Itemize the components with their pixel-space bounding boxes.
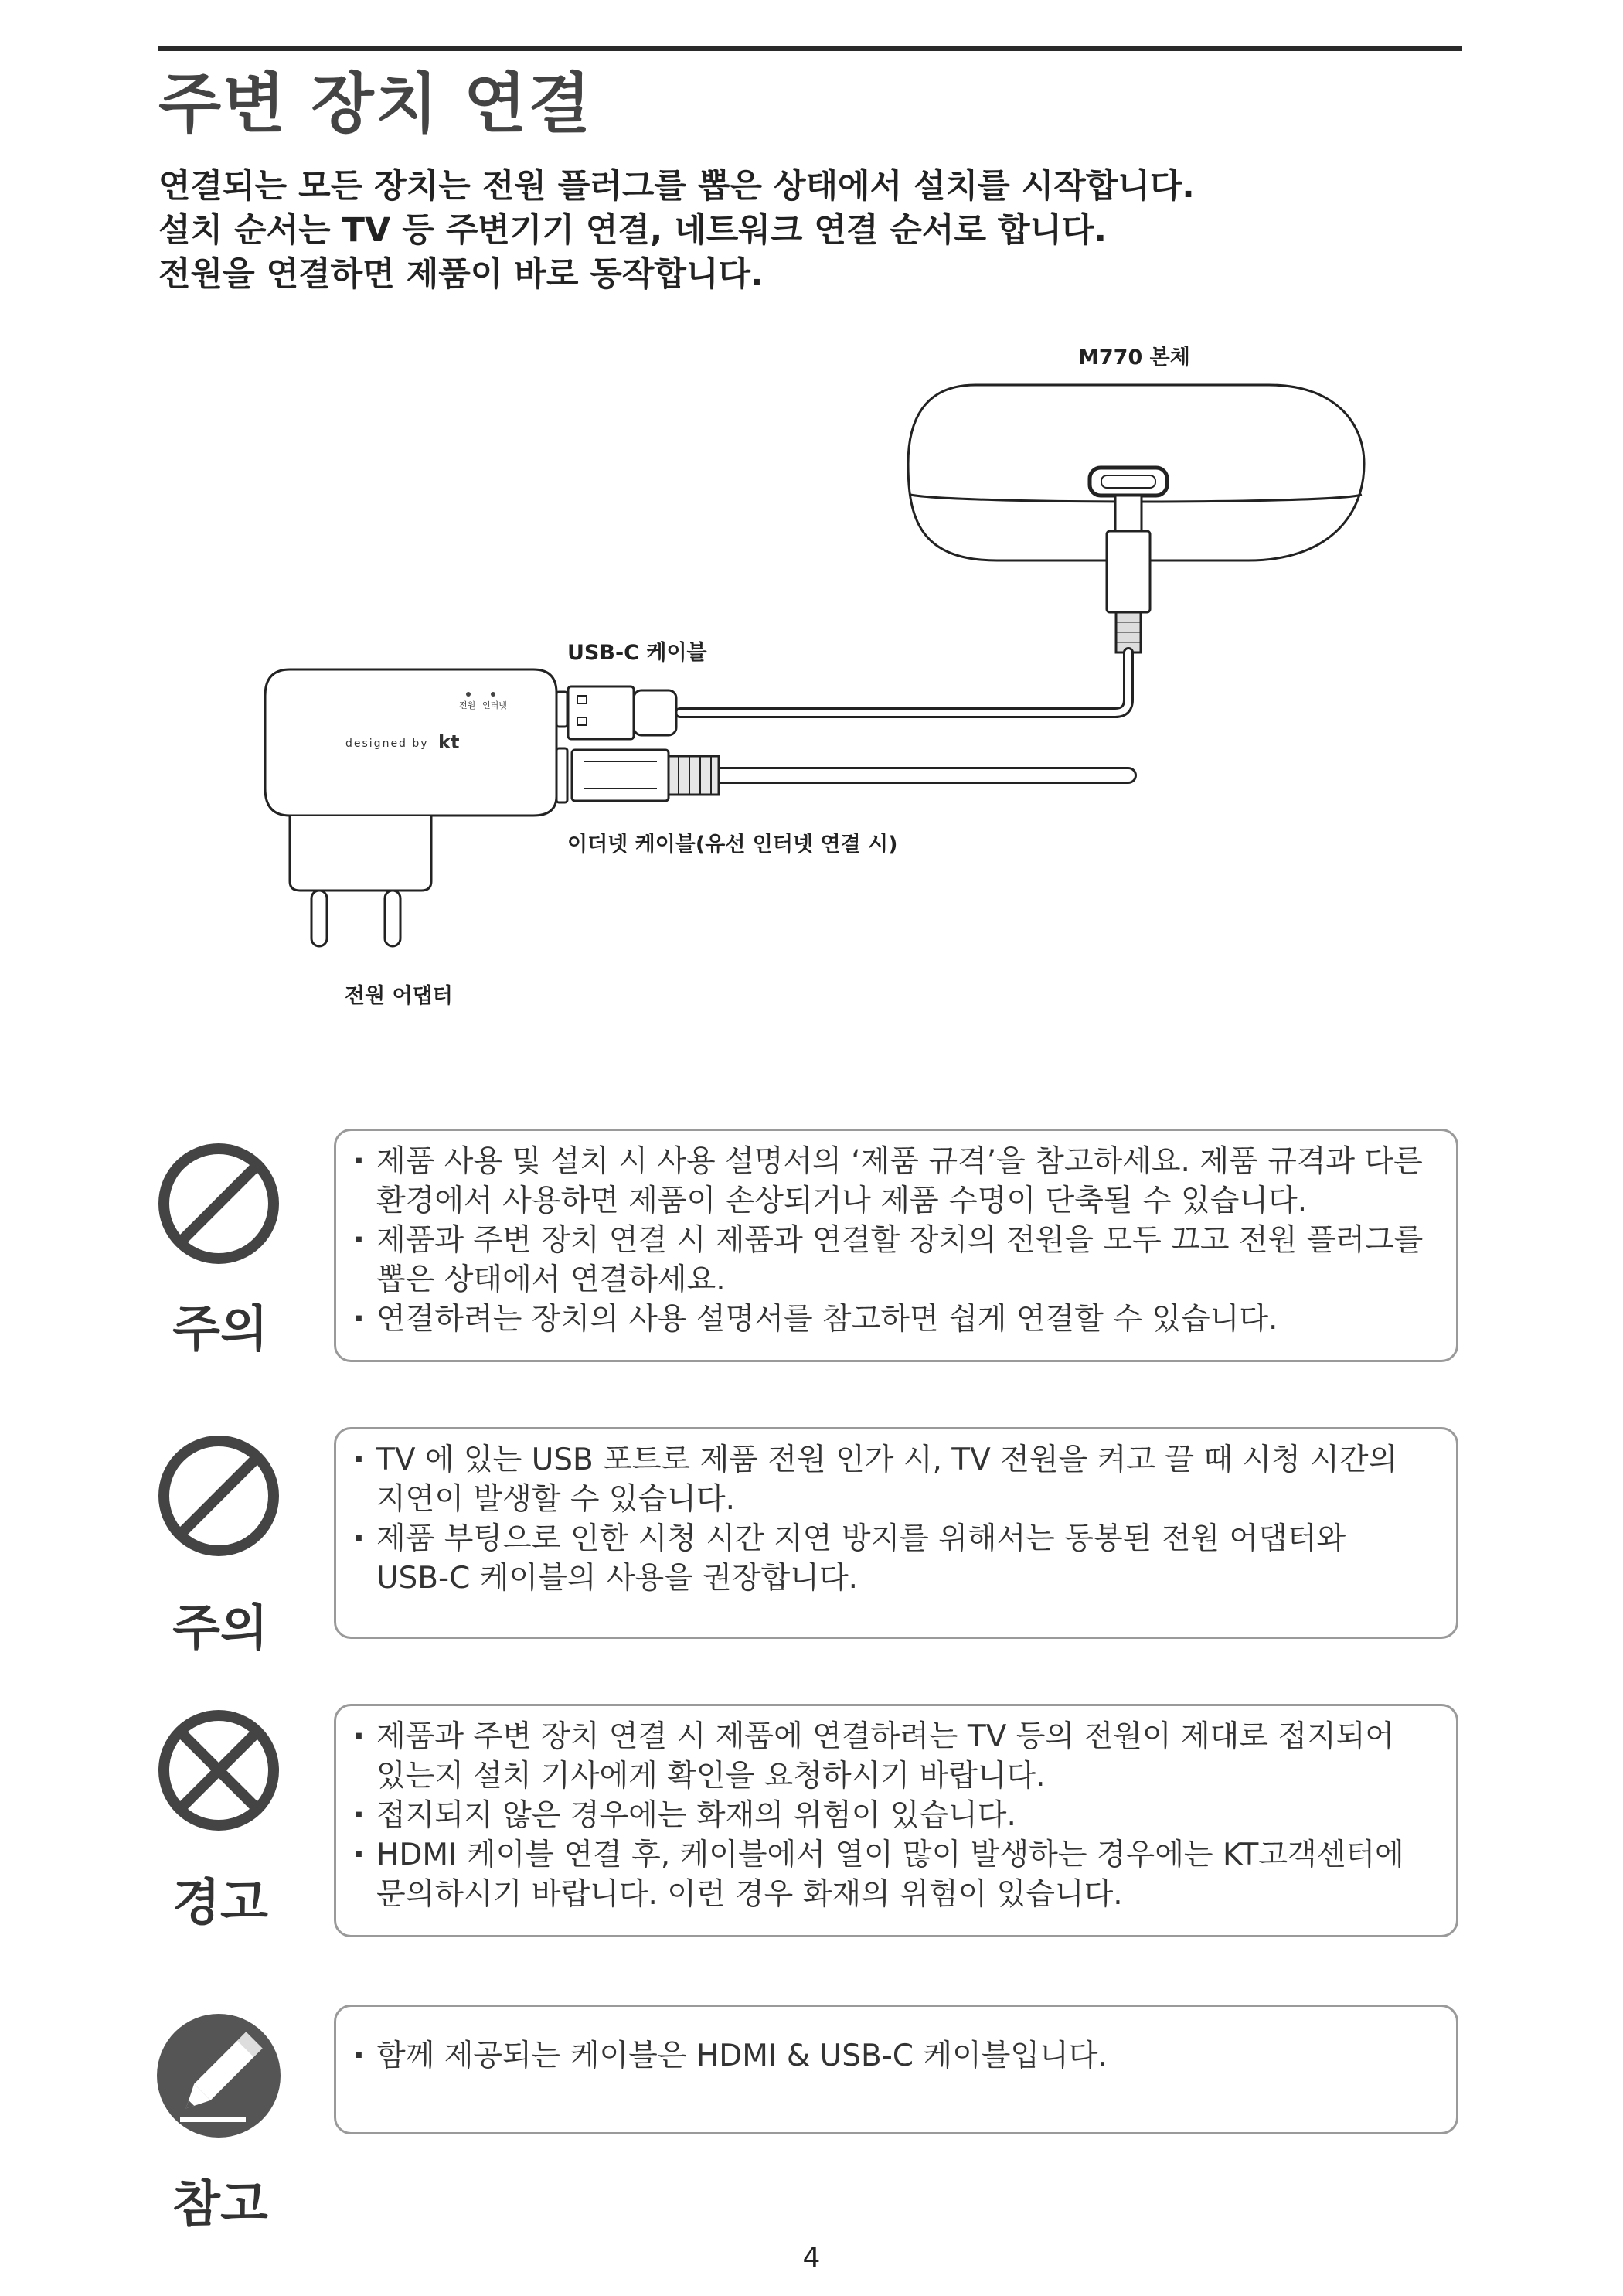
intro-line: 전원을 연결하면 제품이 바로 동작합니다.	[158, 255, 764, 294]
notice-bullet: · TV 에 있는 USB 포트로 제품 전원 인가 시, TV 전원을 켜고 끌 때 시청 시간의 지연이 발생할 수 있습니다.	[353, 1440, 1425, 1519]
prohibition-icon	[153, 1430, 284, 1562]
notice-box-warning	[334, 1704, 1458, 1937]
notice-bullet: · 연결하려는 장치의 사용 설명서를 참고하면 쉽게 연결할 수 있습니다.	[353, 1300, 1425, 1339]
usb-c-cable-label: USB-C 케이블	[567, 641, 707, 665]
notice-box-note	[334, 2005, 1458, 2134]
notice-bullet: · 접지되지 않은 경우에는 화재의 위험이 있습니다.	[353, 1796, 1425, 1835]
notice-bullet: · 제품과 주변 장치 연결 시 제품에 연결하려는 TV 등의 전원이 제대로 접지되어 있는지 설치 기사에게 확인을 요청하시기 바랍니다.	[353, 1717, 1425, 1796]
adapter-led-label-internet: 인터넷	[482, 700, 507, 710]
notice-bullet: · 제품 사용 및 설치 시 사용 설명서의 ‘제품 규격’을 참고하세요. 제품 규격과 다른 환경에서 사용하면 제품이 손상되거나 제품 수명이 단축될 수 있습니다.	[353, 1142, 1425, 1221]
power-adapter-illustration	[265, 669, 567, 946]
notice-label-caution: 주의	[172, 1301, 268, 1358]
notice-label-note: 참고	[172, 2176, 268, 2233]
ethernet-cable-label: 이더넷 케이블(유선 인터넷 연결 시)	[567, 833, 898, 857]
page-title: 주변 장치 연결	[158, 66, 593, 141]
connection-diagram	[0, 0, 1623, 1028]
notice-label-caution: 주의	[172, 1600, 268, 1657]
main-unit-label: M770 본체	[1078, 346, 1190, 370]
notice-box-caution	[334, 1129, 1458, 1362]
notice-bullet: · HDMI 케이블 연결 후, 케이블에서 열이 많이 발생하는 경우에는 KT고객센터에 문의하시기 바랍니다. 이런 경우 화재의 위험이 있습니다.	[353, 1835, 1425, 1914]
kt-logo: kt	[438, 731, 460, 753]
usb-c-cable-illustration	[680, 652, 1128, 713]
adapter-branding-text: designed by	[345, 738, 429, 750]
adapter-led-label-power: 전원	[459, 700, 476, 710]
notice-bullet: · 제품과 주변 장치 연결 시 제품과 연결할 장치의 전원을 모두 끄고 전원 플러그를 뽑은 상태에서 연결하세요.	[353, 1221, 1425, 1300]
pencil-icon	[153, 2010, 284, 2141]
page-number: 4	[802, 2242, 821, 2274]
notice-label-warning: 경고	[172, 1875, 268, 1932]
prohibition-icon	[153, 1138, 284, 1269]
notice-bullet: · 제품 부팅으로 인한 시청 시간 지연 방지를 위해서는 동봉된 전원 어댑터와 USB-C 케이블의 사용을 권장합니다.	[353, 1519, 1425, 1598]
intro-line: 연결되는 모든 장치는 전원 플러그를 뽑은 상태에서 설치를 시작합니다.	[158, 167, 1195, 206]
usb-a-plug-illustration	[568, 686, 676, 739]
notice-box-caution	[334, 1427, 1458, 1639]
notice-bullet: · 함께 제공되는 케이블은 HDMI & USB-C 케이블입니다.	[353, 2036, 1425, 2076]
intro-line: 설치 순서는 TV 등 주변기기 연결, 네트워크 연결 순서로 합니다.	[158, 211, 1107, 250]
power-adapter-label: 전원 어댑터	[345, 984, 453, 1008]
ethernet-plug-illustration	[572, 750, 719, 801]
cross-circle-icon	[153, 1705, 284, 1836]
